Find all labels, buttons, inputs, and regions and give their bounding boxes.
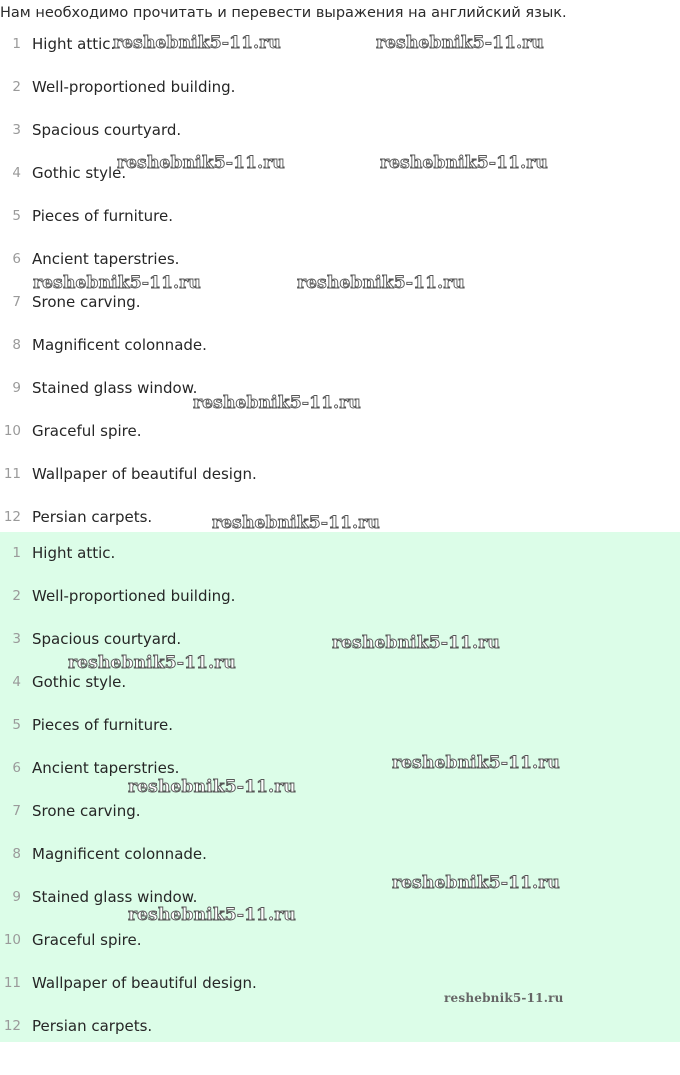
line-number: 6 (12, 251, 21, 267)
line-number: 7 (12, 294, 21, 310)
phrase-text: Ancient taperstries. (32, 759, 180, 777)
watermark: reshebnik5-11.ru (113, 33, 281, 53)
phrase-text: Wallpaper of beautiful design. (32, 465, 257, 483)
list-item (0, 152, 680, 195)
phrase-text: Hight attic. (32, 35, 116, 53)
line-number: 6 (12, 760, 21, 776)
list-item (0, 532, 680, 575)
line-number: 9 (12, 380, 21, 396)
line-number: 8 (12, 846, 21, 862)
phrase-text: Hight attic. (32, 544, 116, 562)
watermark: reshebnik5-11.ru (128, 777, 296, 797)
line-number: 4 (12, 674, 21, 690)
watermark: reshebnik5-11.ru (193, 393, 361, 413)
list-item (0, 238, 680, 281)
phrase-text: Graceful spire. (32, 422, 142, 440)
list-item (0, 410, 680, 453)
line-number: 11 (3, 975, 21, 991)
watermark: reshebnik5-11.ru (444, 991, 564, 1005)
line-number: 10 (3, 932, 21, 948)
watermark: reshebnik5-11.ru (392, 753, 560, 773)
phrase-text: Spacious courtyard. (32, 630, 182, 648)
list-item (0, 962, 680, 1005)
line-number: 3 (12, 631, 21, 647)
phrase-text: Persian carpets. (32, 508, 153, 526)
watermark: reshebnik5-11.ru (117, 153, 285, 173)
task-instruction: Нам необходимо прочитать и перевести выражения на английский язык. (0, 5, 567, 21)
phrase-text: Graceful spire. (32, 931, 142, 949)
line-number: 12 (3, 1018, 21, 1034)
list-item (0, 1005, 680, 1048)
list-item (0, 109, 680, 152)
line-number: 12 (3, 509, 21, 525)
watermark: reshebnik5-11.ru (212, 513, 380, 533)
phrase-list-original (0, 23, 680, 539)
list-item (0, 195, 680, 238)
phrase-text: Pieces of furniture. (32, 716, 173, 734)
line-number: 10 (3, 423, 21, 439)
phrase-list-translation (0, 532, 680, 1042)
phrase-text: Srone carving. (32, 802, 141, 820)
phrase-text: Wallpaper of beautiful design. (32, 974, 257, 992)
watermark: reshebnik5-11.ru (376, 33, 544, 53)
list-item (0, 661, 680, 704)
list-item (0, 324, 680, 367)
list-item (0, 575, 680, 618)
list-item (0, 919, 680, 962)
phrase-text: Persian carpets. (32, 1017, 153, 1035)
line-number: 8 (12, 337, 21, 353)
watermark: reshebnik5-11.ru (128, 905, 296, 925)
watermark: reshebnik5-11.ru (33, 273, 201, 293)
phrase-text: Stained glass window. (32, 888, 198, 906)
phrase-text: Srone carving. (32, 293, 141, 311)
list-item (0, 876, 680, 919)
list-item (0, 618, 680, 661)
line-number: 4 (12, 165, 21, 181)
phrase-text: Well-proportioned building. (32, 78, 236, 96)
phrase-text: Gothic style. (32, 164, 127, 182)
phrase-text: Spacious courtyard. (32, 121, 182, 139)
line-number: 2 (12, 79, 21, 95)
watermark: reshebnik5-11.ru (68, 653, 236, 673)
line-number: 3 (12, 122, 21, 138)
line-number: 1 (12, 545, 21, 561)
list-item (0, 23, 680, 66)
list-item (0, 453, 680, 496)
line-number: 5 (12, 208, 21, 224)
line-number: 9 (12, 889, 21, 905)
list-item (0, 66, 680, 109)
phrase-text: Magnificent colonnade. (32, 336, 207, 354)
phrase-text: Stained glass window. (32, 379, 198, 397)
list-item (0, 833, 680, 876)
line-number: 5 (12, 717, 21, 733)
watermark: reshebnik5-11.ru (297, 273, 465, 293)
list-item (0, 704, 680, 747)
phrase-text: Magnificent colonnade. (32, 845, 207, 863)
watermark: reshebnik5-11.ru (380, 153, 548, 173)
phrase-text: Ancient taperstries. (32, 250, 180, 268)
list-item (0, 747, 680, 790)
line-number: 11 (3, 466, 21, 482)
line-number: 1 (12, 36, 21, 52)
watermark: reshebnik5-11.ru (332, 633, 500, 653)
list-item (0, 281, 680, 324)
list-item (0, 790, 680, 833)
phrase-text: Gothic style. (32, 673, 127, 691)
phrase-text: Well-proportioned building. (32, 587, 236, 605)
phrase-text: Pieces of furniture. (32, 207, 173, 225)
line-number: 7 (12, 803, 21, 819)
line-number: 2 (12, 588, 21, 604)
list-item (0, 367, 680, 410)
watermark: reshebnik5-11.ru (392, 873, 560, 893)
